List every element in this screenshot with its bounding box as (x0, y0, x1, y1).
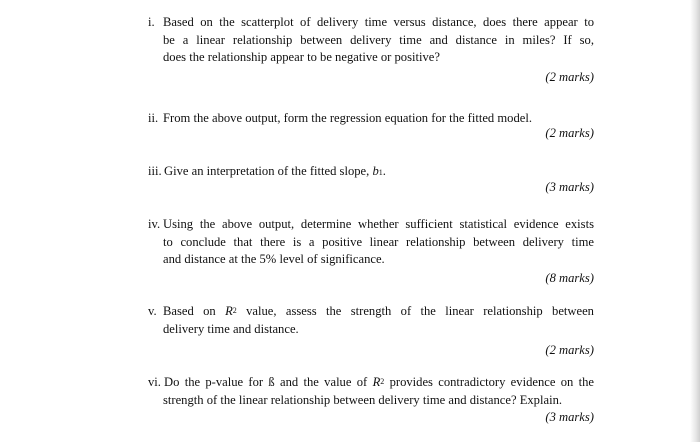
page-edge-shadow (690, 0, 700, 442)
question-text-fragment: Based on (163, 304, 216, 318)
marks-label: (3 marks) (545, 410, 594, 424)
question-vi (148, 374, 594, 409)
marks-label: (2 marks) (545, 126, 594, 140)
marks-label: (2 marks) (545, 343, 594, 357)
question-text-fragment: provides contradictory evidence on the (389, 375, 595, 389)
question-text-fragment: Do the p-value for ß and the value of (164, 375, 368, 389)
marks-label: (8 marks) (545, 271, 594, 285)
question-i (148, 14, 594, 67)
marks-label: (3 marks) (545, 180, 594, 194)
question-number: vi. (148, 375, 161, 389)
r-squared-superscript: 2 (232, 306, 237, 315)
question-v (148, 303, 594, 338)
question-text-line: strength of the linear relationship between delivery time and distance? Explain. (163, 392, 563, 407)
question-iv (148, 216, 594, 269)
question-text-line: be a linear relationship between delivery time and distance in miles? If so, (163, 32, 594, 47)
question-ii (148, 110, 594, 128)
question-text-line: Using the above output, determine whether sufficient statistical evidence exists (163, 217, 594, 231)
question-iii: iii. Give an interpretation of the fitted slope, $b_1$. (148, 163, 594, 181)
r-squared-superscript: 2 (380, 377, 385, 386)
question-text-line: and distance at the 5% level of significance. (163, 252, 385, 266)
question-number: iv. (148, 217, 161, 231)
question-text-line: From the above output, form the regression equation for the fitted model. (163, 111, 532, 125)
question-number: v. (148, 304, 157, 318)
r-squared-symbol: R (372, 375, 381, 389)
marks-label: (2 marks) (545, 70, 594, 84)
slope-symbol: b (372, 164, 379, 178)
question-number: ii. (148, 111, 159, 125)
r-squared-symbol: R (225, 304, 233, 318)
question-number: iii. (148, 164, 162, 178)
question-text-line: Give an interpretation of the fitted slope, (164, 164, 370, 178)
question-text-line: to conclude that there is a positive linear relationship between delivery time (163, 234, 594, 249)
question-text-line: Based on the scatterplot of delivery time versus distance, does there appear to (163, 15, 594, 29)
slope-subscript: 1 (378, 168, 383, 177)
question-number: i. (148, 15, 155, 29)
question-text-line: delivery time and distance. (163, 321, 299, 336)
question-text-fragment: value, assess the strength of the linear relationship between (246, 304, 594, 318)
question-text-line: does the relationship appear to be negative or positive? (163, 50, 440, 64)
